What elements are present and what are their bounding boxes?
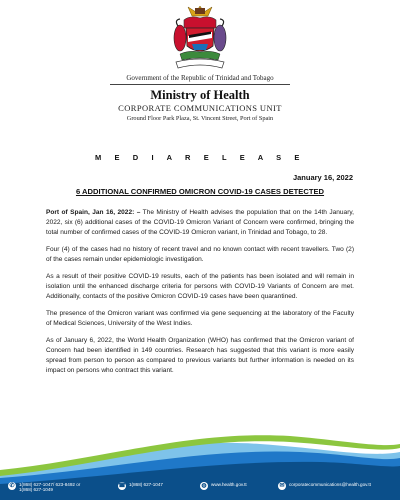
globe-icon: ◍ xyxy=(201,483,207,489)
email-link[interactable]: corporatecommunications@health.gov.tt xyxy=(289,482,371,487)
paragraph-1-text: The Ministry of Health advises the population that on the 14th January, 2022, six (6) additional cases of the COVID-19 Omicron Variant of Concern were confirmed, bringing the total number of confirmed cases of the COVID-19 Omicron variant, in Trinidad and Tobago, to 28. xyxy=(46,209,354,236)
website-link[interactable]: www.health.gov.tt xyxy=(211,482,247,487)
paragraph-3: As a result of their positive COVID-19 results, each of the patients has been isolated and will remain in isolation until the enhanced discharge criteria for persons with COVID-19 Variants of Concern are met. Additionally, contacts of the positive Omicron COVID-19 cases have been quarantined. xyxy=(46,273,354,300)
footer-website[interactable] xyxy=(200,482,247,490)
media-release-label: M E D I A R E L E A S E xyxy=(94,153,306,162)
mail-icon: ✉ xyxy=(279,483,285,489)
phone-icon: ✆ xyxy=(9,483,15,489)
coat-of-arms-emblem xyxy=(168,4,232,72)
unit-address: Ground Floor Park Plaza, St. Vincent Street, Port of Spain xyxy=(126,115,274,122)
dateline: Port of Spain, Jan 16, 2022: – xyxy=(46,209,141,216)
unit-name: CORPORATE COMMUNICATIONS UNIT xyxy=(118,103,282,113)
footer-phone-primary xyxy=(8,482,80,493)
paragraph-1 xyxy=(46,208,354,237)
letterhead-rule xyxy=(110,84,290,85)
government-name: Government of the Republic of Trinidad and Tobago xyxy=(126,74,274,82)
phone-primary-line-1: 1(868) 627-1047/ 623-8492 or xyxy=(19,482,81,487)
footer-phone-secondary xyxy=(118,482,163,490)
phone-secondary-text: 1(868) 627-1047 xyxy=(129,482,163,487)
release-body xyxy=(46,208,354,383)
ministry-name: Ministry of Health xyxy=(150,88,250,102)
letterhead xyxy=(0,74,400,123)
release-date: January 16, 2022 xyxy=(292,173,353,182)
footer-contacts xyxy=(0,478,400,500)
release-headline: 6 ADDITIONAL CONFIRMED OMICRON COVID-19 CASES DETECTED xyxy=(75,187,325,196)
fax-icon: ☎ xyxy=(118,483,126,489)
paragraph-4: The presence of the Omicron variant was confirmed via gene sequencing at the laboratory of the Faculty of Medical Sciences, University of the West Indies. xyxy=(46,310,354,327)
paragraph-2: Four (4) of the cases had no history of recent travel and no known contact with recent travellers. Two (2) of the cases remain under epidemiologic investigation. xyxy=(46,245,354,263)
paragraph-5: As of January 6, 2022, the World Health Organization (WHO) has confirmed that the Omicron variant of Concern had been identified in 149 countries. Research has suggested that this variant is more easily spread from person to person as compared to previous variants but further information is needed on its impact on persons who contract this variant. xyxy=(46,337,354,374)
phone-primary-line-2: 1(868) 627-1049 xyxy=(19,487,53,493)
footer-email[interactable] xyxy=(278,482,371,490)
